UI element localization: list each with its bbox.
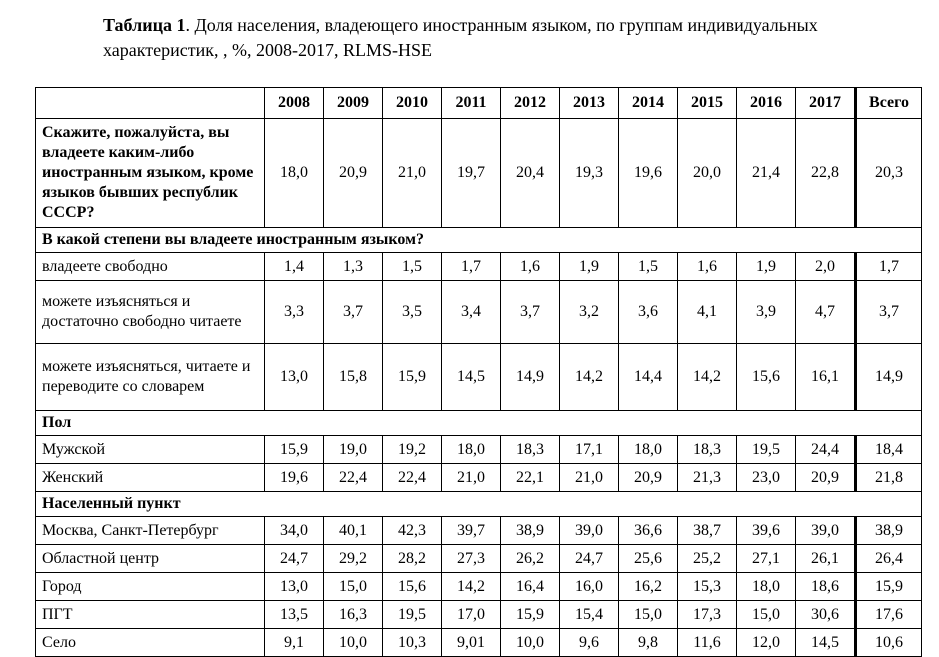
value-cell: 22,4 (324, 464, 383, 492)
value-cell: 16,4 (501, 573, 560, 601)
value-cell: 24,7 (560, 545, 619, 573)
section-title: В какой степени вы владеете иностранным языком? (36, 228, 922, 253)
value-cell: 15,9 (265, 436, 324, 464)
row-label: Женский (36, 464, 265, 492)
value-cell: 3,3 (265, 281, 324, 344)
value-cell: 24,7 (265, 545, 324, 573)
total-cell: 20,3 (856, 119, 922, 228)
value-cell: 14,5 (796, 629, 856, 657)
value-cell: 4,7 (796, 281, 856, 344)
total-cell: 38,9 (856, 517, 922, 545)
value-cell: 17,1 (560, 436, 619, 464)
value-cell: 9,8 (619, 629, 678, 657)
value-cell: 18,0 (737, 573, 796, 601)
question-label: Скажите, пожалуйста, вы владеете каким-либо иностранным языком, кроме языков бывших республик СССР? (36, 119, 265, 228)
table-row (36, 253, 922, 281)
header-corner (36, 88, 265, 119)
table-row (36, 464, 922, 492)
value-cell: 3,7 (501, 281, 560, 344)
section-title: Пол (36, 411, 922, 436)
header-year: 2011 (442, 88, 501, 119)
table-row (36, 601, 922, 629)
value-cell: 22,8 (796, 119, 856, 228)
value-cell: 12,0 (737, 629, 796, 657)
value-cell: 1,9 (737, 253, 796, 281)
value-cell: 14,9 (501, 344, 560, 411)
table-row (36, 436, 922, 464)
value-cell: 19,2 (383, 436, 442, 464)
value-cell: 3,2 (560, 281, 619, 344)
value-cell: 21,0 (383, 119, 442, 228)
value-cell: 27,3 (442, 545, 501, 573)
value-cell: 10,0 (324, 629, 383, 657)
value-cell: 15,9 (383, 344, 442, 411)
value-cell: 19,6 (619, 119, 678, 228)
value-cell: 18,6 (796, 573, 856, 601)
value-cell: 25,2 (678, 545, 737, 573)
value-cell: 13,5 (265, 601, 324, 629)
value-cell: 20,9 (619, 464, 678, 492)
row-label: Мужской (36, 436, 265, 464)
total-cell: 17,6 (856, 601, 922, 629)
value-cell: 25,6 (619, 545, 678, 573)
row-label: Город (36, 573, 265, 601)
value-cell: 10,0 (501, 629, 560, 657)
value-cell: 3,6 (619, 281, 678, 344)
value-cell: 29,2 (324, 545, 383, 573)
value-cell: 21,0 (442, 464, 501, 492)
value-cell: 26,2 (501, 545, 560, 573)
value-cell: 15,9 (501, 601, 560, 629)
value-cell: 1,7 (442, 253, 501, 281)
value-cell: 40,1 (324, 517, 383, 545)
value-cell: 26,1 (796, 545, 856, 573)
value-cell: 1,9 (560, 253, 619, 281)
value-cell: 15,6 (383, 573, 442, 601)
header-year: 2014 (619, 88, 678, 119)
value-cell: 18,0 (442, 436, 501, 464)
header-year: 2016 (737, 88, 796, 119)
header-year: 2017 (796, 88, 856, 119)
value-cell: 21,4 (737, 119, 796, 228)
value-cell: 16,2 (619, 573, 678, 601)
value-cell: 19,7 (442, 119, 501, 228)
value-cell: 21,3 (678, 464, 737, 492)
header-year: 2009 (324, 88, 383, 119)
value-cell: 19,6 (265, 464, 324, 492)
header-total: Всего (856, 88, 922, 119)
total-cell: 1,7 (856, 253, 922, 281)
total-cell: 15,9 (856, 573, 922, 601)
value-cell: 17,0 (442, 601, 501, 629)
value-cell: 9,6 (560, 629, 619, 657)
row-label: владеете свободно (36, 253, 265, 281)
header-year: 2010 (383, 88, 442, 119)
row-label: Областной центр (36, 545, 265, 573)
question-row (36, 119, 922, 228)
value-cell: 13,0 (265, 344, 324, 411)
value-cell: 15,3 (678, 573, 737, 601)
value-cell: 39,6 (737, 517, 796, 545)
total-cell: 10,6 (856, 629, 922, 657)
total-cell: 26,4 (856, 545, 922, 573)
value-cell: 39,7 (442, 517, 501, 545)
total-cell: 3,7 (856, 281, 922, 344)
value-cell: 28,2 (383, 545, 442, 573)
header-year: 2013 (560, 88, 619, 119)
value-cell: 22,1 (501, 464, 560, 492)
value-cell: 2,0 (796, 253, 856, 281)
value-cell: 22,4 (383, 464, 442, 492)
caption-text: . Доля населения, владеющего иностранным языком, по группам индивидуальных характеристик, , %, 2008-2017, RLMS-HSE (103, 15, 818, 60)
value-cell: 42,3 (383, 517, 442, 545)
value-cell: 13,0 (265, 573, 324, 601)
value-cell: 14,5 (442, 344, 501, 411)
value-cell: 30,6 (796, 601, 856, 629)
value-cell: 36,6 (619, 517, 678, 545)
value-cell: 20,9 (796, 464, 856, 492)
value-cell: 39,0 (796, 517, 856, 545)
value-cell: 14,4 (619, 344, 678, 411)
value-cell: 15,0 (619, 601, 678, 629)
row-label: Село (36, 629, 265, 657)
total-cell: 18,4 (856, 436, 922, 464)
value-cell: 20,9 (324, 119, 383, 228)
header-year: 2008 (265, 88, 324, 119)
value-cell: 3,9 (737, 281, 796, 344)
value-cell: 14,2 (560, 344, 619, 411)
value-cell: 3,4 (442, 281, 501, 344)
section-row (36, 228, 922, 253)
table-row (36, 629, 922, 657)
value-cell: 1,5 (383, 253, 442, 281)
value-cell: 11,6 (678, 629, 737, 657)
table-row (36, 545, 922, 573)
value-cell: 39,0 (560, 517, 619, 545)
table-row (36, 281, 922, 344)
value-cell: 4,1 (678, 281, 737, 344)
value-cell: 19,5 (737, 436, 796, 464)
value-cell: 15,8 (324, 344, 383, 411)
value-cell: 10,3 (383, 629, 442, 657)
value-cell: 20,0 (678, 119, 737, 228)
value-cell: 38,7 (678, 517, 737, 545)
value-cell: 19,5 (383, 601, 442, 629)
value-cell: 19,0 (324, 436, 383, 464)
value-cell: 18,0 (265, 119, 324, 228)
caption-label: Таблица 1 (103, 15, 186, 35)
value-cell: 18,3 (678, 436, 737, 464)
value-cell: 16,3 (324, 601, 383, 629)
total-cell: 14,9 (856, 344, 922, 411)
row-label: ПГТ (36, 601, 265, 629)
value-cell: 15,6 (737, 344, 796, 411)
header-year: 2012 (501, 88, 560, 119)
header-row (36, 88, 922, 119)
value-cell: 24,4 (796, 436, 856, 464)
header-year: 2015 (678, 88, 737, 119)
value-cell: 23,0 (737, 464, 796, 492)
value-cell: 9,01 (442, 629, 501, 657)
table-row (36, 344, 922, 411)
table-row (36, 517, 922, 545)
value-cell: 27,1 (737, 545, 796, 573)
value-cell: 14,2 (678, 344, 737, 411)
value-cell: 19,3 (560, 119, 619, 228)
value-cell: 1,5 (619, 253, 678, 281)
value-cell: 1,6 (678, 253, 737, 281)
section-title: Населенный пункт (36, 492, 922, 517)
value-cell: 15,0 (737, 601, 796, 629)
value-cell: 1,6 (501, 253, 560, 281)
total-cell: 21,8 (856, 464, 922, 492)
value-cell: 16,0 (560, 573, 619, 601)
value-cell: 18,0 (619, 436, 678, 464)
value-cell: 15,4 (560, 601, 619, 629)
value-cell: 15,0 (324, 573, 383, 601)
value-cell: 38,9 (501, 517, 560, 545)
value-cell: 34,0 (265, 517, 324, 545)
value-cell: 14,2 (442, 573, 501, 601)
section-row (36, 492, 922, 517)
table-row (36, 573, 922, 601)
value-cell: 3,5 (383, 281, 442, 344)
table-caption (103, 13, 903, 63)
value-cell: 3,7 (324, 281, 383, 344)
value-cell: 1,3 (324, 253, 383, 281)
value-cell: 9,1 (265, 629, 324, 657)
row-label: можете изъясняться и достаточно свободно читаете (36, 281, 265, 344)
value-cell: 18,3 (501, 436, 560, 464)
row-label: Москва, Санкт-Петербург (36, 517, 265, 545)
section-row (36, 411, 922, 436)
data-table (35, 87, 922, 657)
row-label: можете изъясняться, читаете и переводите со словарем (36, 344, 265, 411)
value-cell: 20,4 (501, 119, 560, 228)
value-cell: 1,4 (265, 253, 324, 281)
value-cell: 21,0 (560, 464, 619, 492)
value-cell: 17,3 (678, 601, 737, 629)
value-cell: 16,1 (796, 344, 856, 411)
